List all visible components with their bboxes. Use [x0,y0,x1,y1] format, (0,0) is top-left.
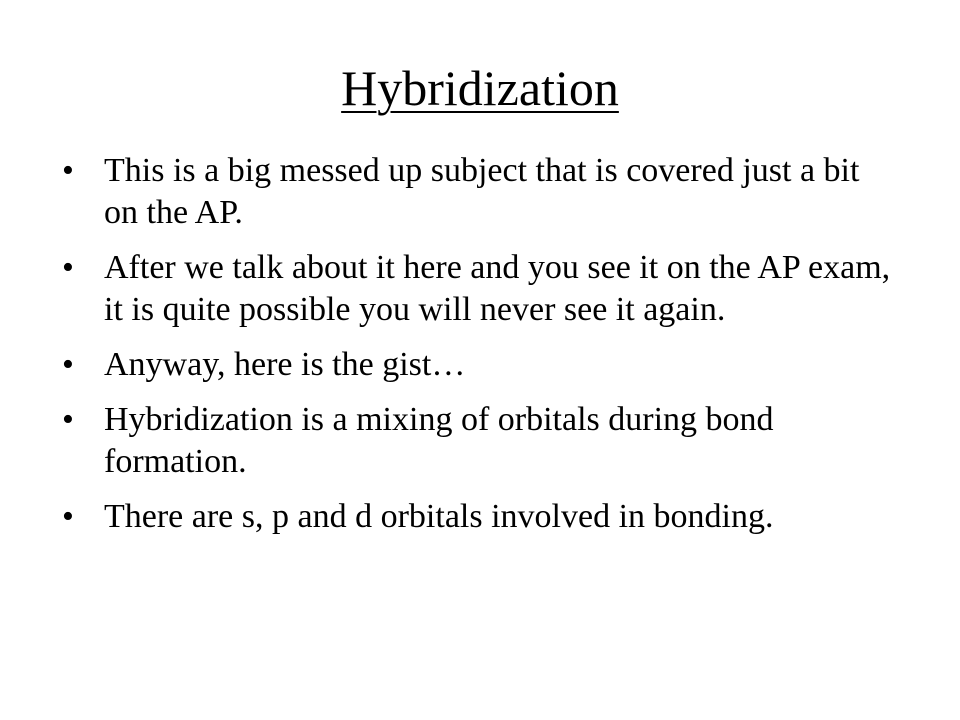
bullet-text: Hybridization is a mixing of orbitals during bond formation. [104,401,774,480]
bullet-text: After we talk about it here and you see it on the AP exam, it is quite possible you will never see it again. [104,249,891,328]
bullet-item [0,150,960,234]
bullet-dot-icon: • [62,152,74,189]
bullet-text: This is a big messed up subject that is covered just a bit on the AP. [104,152,860,231]
bullet-text: Anyway, here is the gist… [104,346,466,383]
bullet-item [0,399,960,483]
bullet-dot-icon: • [62,401,74,438]
bullet-item [0,247,960,331]
bullet-text: There are s, p and d orbitals involved in bonding. [104,498,774,535]
slide-title: Hybridization [341,60,619,116]
bullet-item [0,344,960,386]
bullet-dot-icon: • [62,498,74,535]
bullet-dot-icon: • [62,346,74,383]
bullet-dot-icon: • [62,249,74,286]
bullet-list [0,150,960,551]
bullet-item [0,496,960,538]
